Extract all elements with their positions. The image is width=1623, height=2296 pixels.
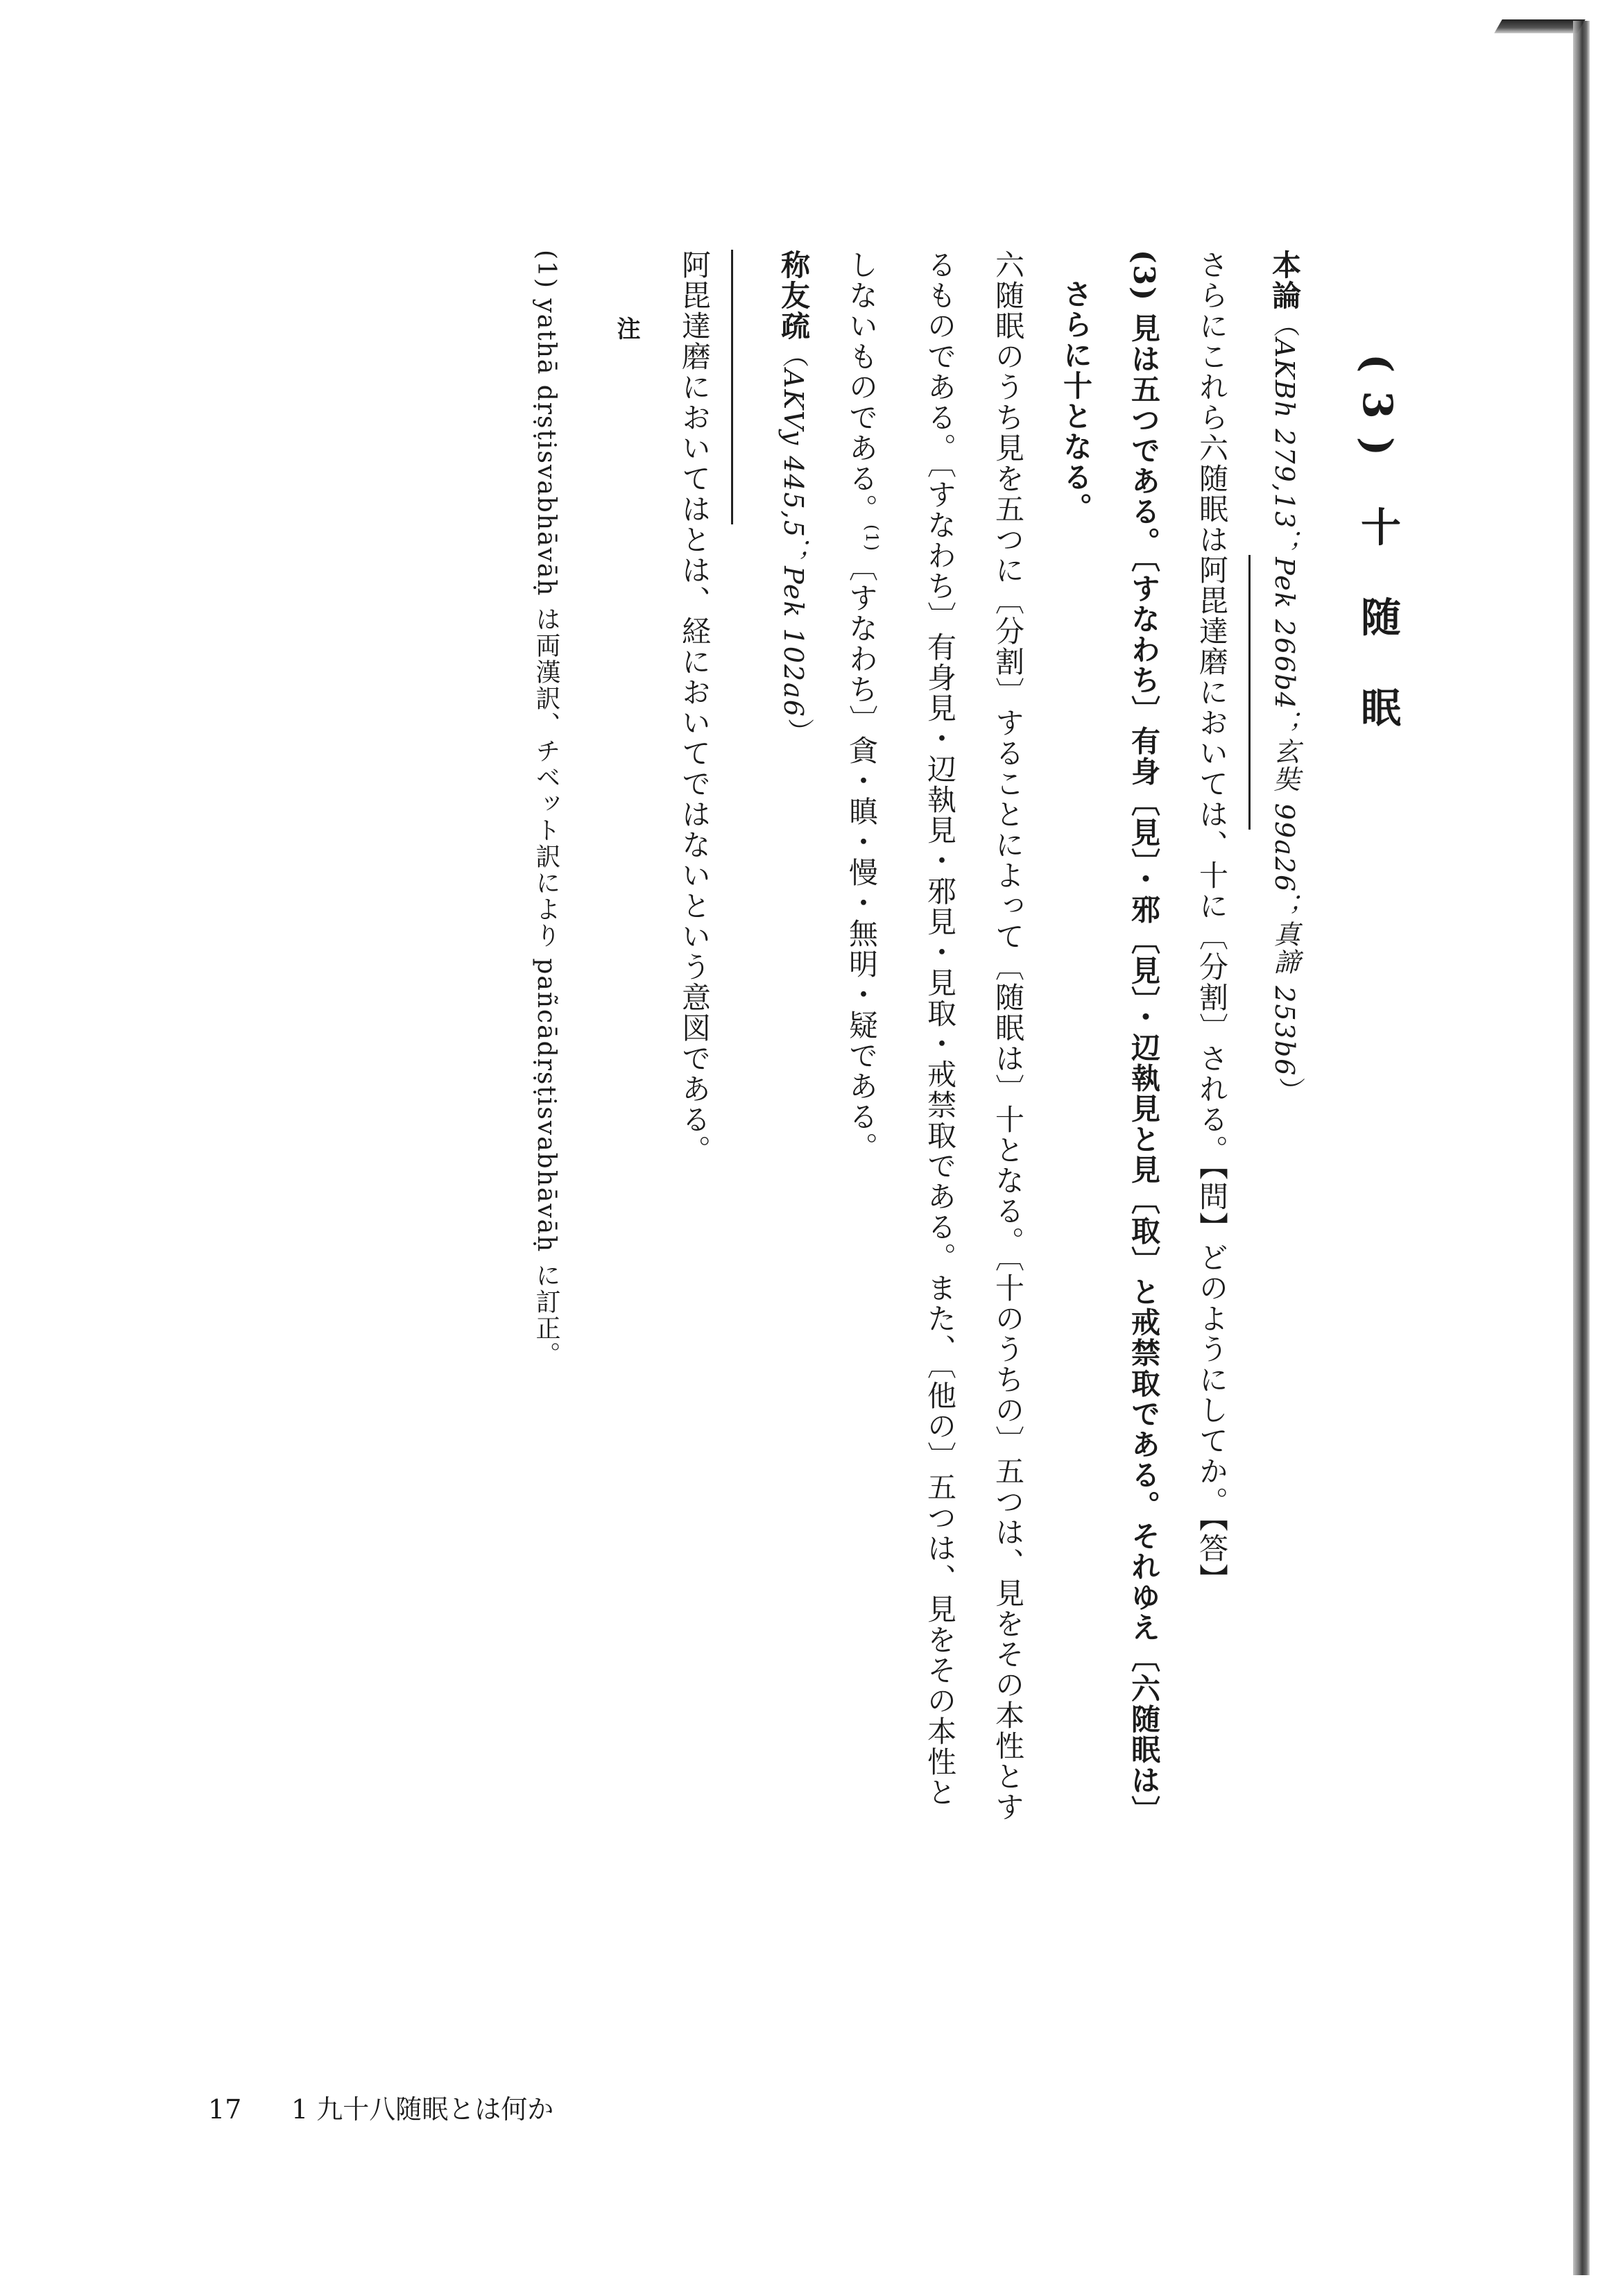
shoyuso-text — [660, 250, 733, 2025]
section-title: (3) 十 随 眠 — [1354, 354, 1401, 745]
honron-line-1-marked: 阿毘達磨においては — [1178, 555, 1251, 830]
honron-reference: （AKBh 279,13；Pek 266b4；玄奘 99a26；真諦 253b6） — [1269, 311, 1300, 1105]
shoyuso-explanation: とは、経においてではないという意図である。 — [678, 524, 712, 1165]
honron-verse-continuation: さらに十となる。 — [1059, 279, 1093, 523]
shoyuso-reference: （AKVy 445,5；Pek 102a6） — [778, 341, 809, 746]
honron-line-1-start: さらにこれら六随眠は — [1195, 250, 1229, 555]
honron-line-1 — [1178, 250, 1251, 2025]
shoyuso-heading — [759, 250, 827, 2025]
main-text-block — [512, 250, 1411, 2025]
footnote-reference-mark: (1) — [862, 524, 882, 552]
honron-commentary-3-start: しないものである。 — [845, 250, 879, 524]
page-footer — [208, 2088, 553, 2126]
page-number: 17 — [208, 2094, 242, 2125]
honron-line-1-end: 、十に〔分割〕される。【問】どのようにしてか。【答】 — [1195, 830, 1229, 1594]
honron-heading-label: 本論 — [1268, 250, 1302, 311]
honron-commentary-3 — [827, 250, 906, 2025]
honron-commentary-3-end: 〔すなわち〕貪・瞋・慢・無明・疑である。 — [845, 552, 879, 1163]
page-edge — [1573, 21, 1590, 2275]
note-item-1: (1) yathā dṛṣṭisvabhāvāḥ は両漢訳、チベット訳により pañcādṛṣṭisvabhāvāḥ に訂正。 — [532, 250, 560, 1368]
honron-verse-line: (3) 見は五つである。〔すなわち〕有身〔見〕・邪〔見〕・辺執見と見〔取〕と戒禁取である。それゆえ〔六随眠は〕 — [1127, 250, 1161, 1826]
running-title: 1 九十八随眠とは何か — [291, 2094, 554, 2125]
shoyuso-marked-term: 阿毘達磨においては — [660, 250, 733, 524]
honron-commentary-2: るものである。〔すなわち〕有身見・辺執見・邪見・見取・戒禁取である。また、〔他の〕五つは、見をその本性と — [923, 250, 957, 1808]
honron-heading — [1251, 250, 1319, 2025]
shoyuso-heading-label: 称友疏 — [777, 250, 811, 341]
page-edge-top — [1494, 19, 1586, 33]
honron-commentary-1: 六随眠のうち見を五つに〔分割〕することによって〔随眠は〕十となる。〔十のうちの〕五つは、見をその本性とす — [991, 250, 1025, 1822]
notes-label: 注 — [612, 316, 640, 341]
